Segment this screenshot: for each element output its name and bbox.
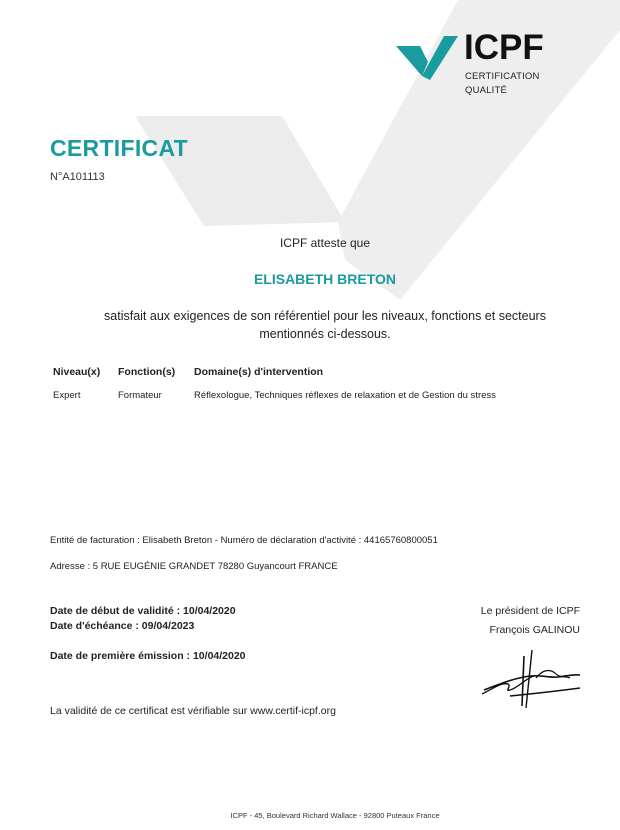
icpf-logo	[396, 28, 566, 98]
table-row	[50, 390, 500, 401]
end-date: Date d'échéance : 09/04/2023	[50, 620, 195, 632]
statement-text: satisfait aux exigences de son référentiel pour les niveaux, fonctions et secteurs mentionnés ci-dessous.	[104, 309, 546, 341]
attest-text: ICPF atteste que	[279, 236, 371, 250]
cell-domaine: Réflexologue, Techniques réflexes de relaxation et de Gestion du stress	[194, 390, 496, 401]
holder-name: ELISABETH BRETON	[253, 271, 397, 287]
checkmark-logo-icon	[396, 36, 458, 80]
cell-niveau: Expert	[53, 390, 81, 401]
header-niveau: Niveau(x)	[53, 366, 101, 378]
president-role: Le président de ICPF	[480, 605, 580, 617]
header-domaine: Domaine(s) d'intervention	[194, 366, 324, 378]
cell-fonction: Formateur	[118, 390, 162, 401]
footer-address: ICPF - 45, Boulevard Richard Wallace - 92800 Puteaux France	[230, 811, 440, 820]
verify-text: La validité de ce certificat est vérifiable sur www.certif-icpf.org	[50, 705, 336, 717]
president-name: François GALINOU	[489, 624, 580, 636]
logo-brand: ICPF	[464, 28, 544, 67]
table-header-row	[50, 366, 500, 390]
billing-entity: Entité de facturation : Elisabeth Breton - Numéro de déclaration d'activité : 44165760800051	[50, 535, 438, 546]
certificate-title: CERTIFICAT	[50, 135, 189, 161]
levels-table	[50, 366, 500, 401]
start-date: Date de début de validité : 10/04/2020	[50, 605, 236, 617]
logo-line-qualite: QUALITÉ	[465, 85, 508, 96]
signature-image	[480, 648, 585, 710]
certificate-number: N°A101113	[50, 171, 105, 183]
header-fonction: Fonction(s)	[118, 366, 176, 378]
first-issue-date: Date de première émission : 10/04/2020	[50, 650, 246, 662]
logo-line-certification: CERTIFICATION	[465, 71, 540, 82]
address: Adresse : 5 RUE EUGÉNIE GRANDET 78280 Guyancourt FRANCE	[50, 561, 338, 572]
